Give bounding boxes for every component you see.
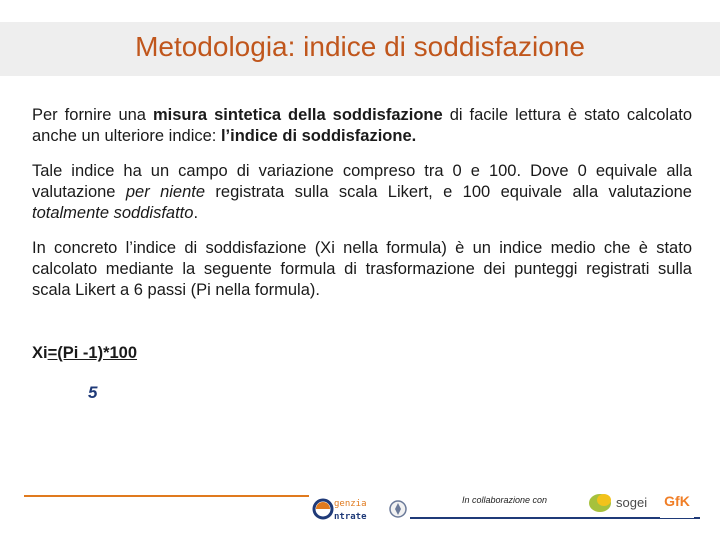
gfk-logo [660, 484, 694, 518]
p1-text-a: Per fornire una [32, 106, 153, 124]
paragraph-2 [32, 161, 692, 224]
agenzia-logo-word-top: genzia [334, 499, 367, 509]
footer-divider-blue [410, 517, 700, 519]
gfk-logo-word: GfK [664, 493, 690, 509]
p1-text-c: di facile lettura è stato calcolato anche un ulteriore indice: [32, 106, 693, 145]
p2-italic-d: totalmente soddisfatto [32, 204, 194, 222]
footer-divider-orange [24, 495, 309, 497]
sogei-logo [586, 488, 652, 518]
paragraph-1 [32, 105, 692, 147]
p2-text-a: Tale indice ha un campo di variazione compreso tra 0 e 100. Dove 0 equivale alla valutazione [32, 162, 692, 201]
formula-lhs: Xi [32, 344, 48, 362]
agenzia-entrate-logo [312, 494, 410, 524]
p1-emphasis-a: misura sintetica della soddisfazione [153, 106, 443, 124]
slide-body [32, 105, 692, 315]
formula-denominator: 5 [88, 383, 98, 402]
sogei-logo-sun-icon [597, 494, 611, 506]
slide-title: Metodologia: indice di soddisfazione [135, 31, 585, 62]
formula [32, 344, 137, 363]
p2-text-c: registrata sulla scala Likert, e 100 equivale alla valutazione [205, 183, 692, 201]
collaboration-text: In collaborazione con [462, 495, 548, 505]
p2-text-e: . [193, 204, 199, 222]
formula-rhs: =(Pi -1)*100 [47, 344, 138, 362]
p1-emphasis-d: l’indice di soddisfazione. [220, 127, 417, 145]
p2-italic-b: per niente [125, 183, 206, 201]
paragraph-3: In concreto l’indice di soddisfazione (Xi nella formula) è un indice medio che è stato calcolato mediante la seguente formula di trasformazione dei punteggi registrati sulla scala Likert a 6 passi (Pi nella formula). [32, 239, 692, 299]
sogei-logo-word: sogei [616, 495, 648, 510]
agenzia-logo-word-bottom: ntrate [334, 512, 367, 522]
